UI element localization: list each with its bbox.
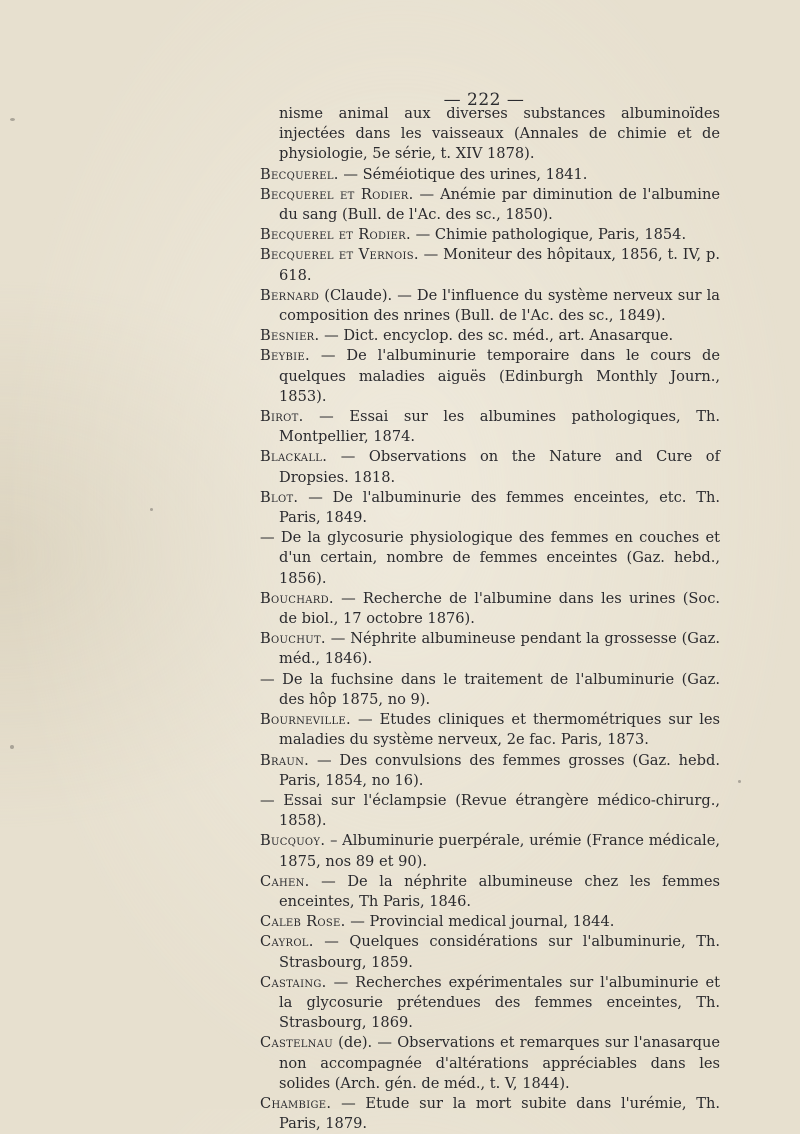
- paper-speck: [10, 745, 14, 749]
- bibliography-entry: [260, 629, 720, 669]
- paper-speck: [738, 780, 741, 783]
- entry-author: Caleb Rose.: [260, 913, 346, 931]
- entry-text: — De la fuchsine dans le traitement de l'albuminurie (Gaz. des hôp 1875, no 9).: [260, 670, 720, 708]
- bibliography-entry: [260, 346, 720, 407]
- bibliography-entry: [260, 710, 720, 750]
- entry-author: Bouchard.: [260, 589, 334, 607]
- bibliography-entry: [260, 912, 720, 932]
- entry-text: — De la néphrite albumineuse chez les femmes enceintes, Th Paris, 1846.: [279, 872, 720, 910]
- entry-author: Birot.: [260, 408, 304, 426]
- entry-author: Chambige.: [260, 1094, 332, 1112]
- entry-author: Becquerel.: [260, 165, 339, 183]
- entry-text: (Claude). — De l'influence du système nerveux sur la composition des nrines (Bull. de l'Ac. des sc., 1849).: [279, 286, 720, 325]
- bibliography-entry: [260, 589, 720, 629]
- entry-text: – Albuminurie puerpérale, urémie (France médicale, 1875, nos 89 et 90).: [279, 832, 720, 870]
- bibliography-entry: [260, 407, 720, 447]
- entry-text: — De l'albuminurie des femmes enceintes, etc. Th. Paris, 1849.: [279, 488, 721, 527]
- bibliography-entry: [260, 831, 720, 871]
- entry-author: Cayrol.: [260, 933, 314, 951]
- bibliography-entry: [260, 528, 720, 589]
- entry-text: — Moniteur des hôpitaux, 1856, t. IV, p. 618.: [279, 246, 721, 284]
- entry-text: — Chimie pathologique, Paris, 1854.: [415, 226, 687, 244]
- entry-author: Becquerel et Rodier.: [260, 185, 414, 203]
- bibliography-entry: [260, 751, 720, 791]
- bibliography-entry: [260, 1033, 720, 1094]
- bibliography-entry: [260, 932, 720, 972]
- entry-author: Castaing.: [260, 973, 327, 991]
- bibliography-entry: [260, 447, 720, 487]
- entry-author: Besnier.: [260, 327, 320, 345]
- entry-text: — Quelques considérations sur l'albuminurie, Th. Strasbourg, 1859.: [279, 933, 720, 971]
- entry-author: Bouchut.: [260, 630, 326, 648]
- entry-author: Blot.: [260, 488, 299, 506]
- bibliography-entry: [260, 872, 720, 912]
- bibliography-entry: [260, 185, 720, 225]
- entry-text: — Néphrite albumineuse pendant la grossesse (Gaz. méd., 1846).: [279, 630, 720, 668]
- entry-author: Beybie.: [260, 347, 310, 365]
- bibliography-entry: [260, 670, 720, 710]
- entry-author: Braun.: [260, 751, 310, 769]
- entry-author: Becquerel et Rodier.: [260, 226, 411, 244]
- page-number: — 222 —: [443, 90, 525, 110]
- bibliography-entry: [260, 791, 720, 831]
- entry-author: Blackall.: [260, 448, 328, 466]
- entry-author: Cahen.: [260, 872, 310, 890]
- entry-text: — De l'albuminurie temporaire dans le cours de quelques maladies aiguës (Edinburgh Monthly Journ., 1853).: [279, 347, 721, 405]
- paper-speck: [150, 508, 153, 511]
- entry-author: Bourneville.: [260, 711, 351, 729]
- entry-author: Bernard: [260, 286, 320, 304]
- paper-speck: [10, 118, 15, 121]
- bibliography-entry: [260, 973, 720, 1034]
- bibliography-entry: [260, 104, 720, 165]
- entry-text: — Observations on the Nature and Cure of Dropsies. 1818.: [279, 448, 720, 486]
- entry-author: Bucquoy.: [260, 832, 326, 850]
- bibliography-entry: [260, 488, 720, 528]
- entry-text: — Séméiotique des urines, 1841.: [343, 165, 588, 183]
- bibliography-list: [260, 104, 720, 1134]
- entry-text: — Recherches expérimentales sur l'albuminurie et la glycosurie prétendues des femmes enceintes, Th. Strasbourg, 1869.: [279, 973, 720, 1032]
- entry-text: — Provincial medical journal, 1844.: [350, 913, 615, 931]
- entry-text: — Essai sur les albumines pathologiques, Th. Montpellier, 1874.: [279, 408, 720, 446]
- bibliography-entry: [260, 286, 720, 326]
- entry-text: — Des convulsions des femmes grosses (Gaz. hebd. Paris, 1854, no 16).: [279, 751, 720, 789]
- entry-text: — Etudes cliniques et thermométriques sur les maladies du système nerveux, 2e fac. Paris, 1873.: [279, 711, 721, 749]
- bibliography-entry: [260, 1094, 720, 1134]
- entry-text: — De la glycosurie physiologique des femmes en couches et d'un certain, nombre de femmes enceintes (Gaz. hebd., 1856).: [260, 529, 720, 587]
- entry-text: — Dict. encyclop. des sc. méd., art. Anasarque.: [324, 327, 674, 345]
- bibliography-entry: [260, 245, 720, 285]
- entry-author: Castelnau: [260, 1034, 333, 1052]
- entry-text: (de). — Observations et remarques sur l'anasarque non accompagnée d'altérations appréciables dans les solides (Arch. gén. de méd., t. V, 1844).: [279, 1034, 720, 1092]
- entry-text: — Recherche de l'albumine dans les urines (Soc. de biol., 17 octobre 1876).: [279, 589, 721, 628]
- entry-author: Becquerel et Vernois.: [260, 246, 419, 264]
- bibliography-entry: [260, 225, 720, 245]
- entry-text: nisme animal aux diverses substances albuminoïdes injectées dans les vaisseaux (Annales de chimie et de physiologie, 5e série, t. XIV 1878).: [279, 105, 720, 163]
- bibliography-entry: [260, 326, 720, 346]
- bibliography-entry: [260, 165, 720, 185]
- entry-text: — Anémie par diminution de l'albumine du sang (Bull. de l'Ac. des sc., 1850).: [279, 185, 720, 224]
- entry-text: — Etude sur la mort subite dans l'urémie, Th. Paris, 1879.: [279, 1094, 721, 1133]
- entry-text: — Essai sur l'éclampsie (Revue étrangère médico-chirurg., 1858).: [260, 791, 720, 830]
